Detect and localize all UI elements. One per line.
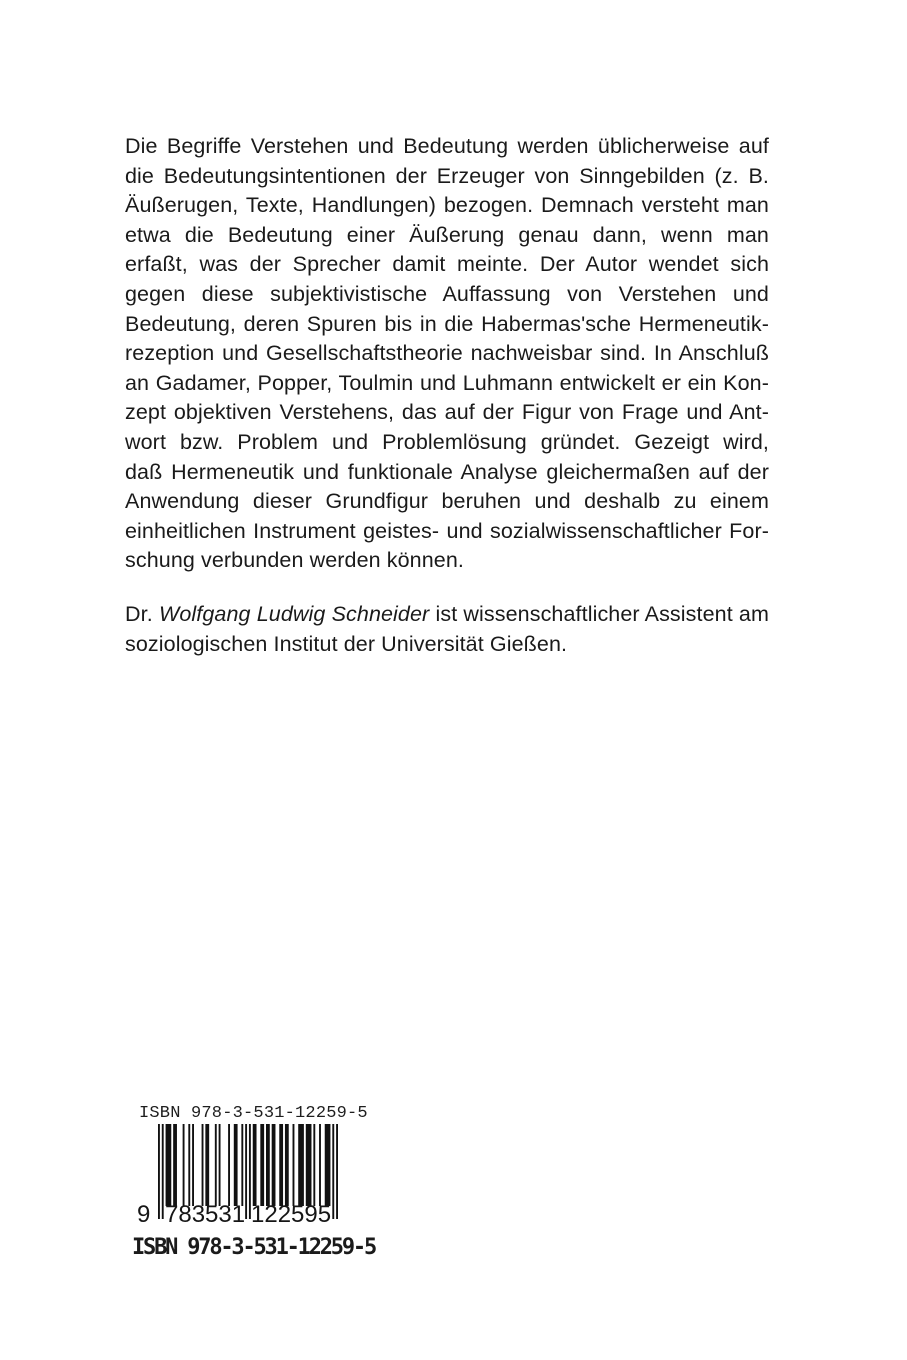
blurb-line: gegen diese subjektivistische Auffassung von Verstehen und xyxy=(125,281,769,306)
isbn-label-top: ISBN 978-3-531-12259-5 xyxy=(139,1104,368,1123)
author-line-1 xyxy=(125,600,769,630)
blurb-line: Anwendung dieser Grundfigur beruhen und deshalb zu einem xyxy=(125,489,769,514)
isbn-barcode-block xyxy=(132,1104,412,1274)
blurb-line: einheitlichen Instrument geistes- und sozialwissenschaftlicher For- xyxy=(125,518,769,543)
blurb-line: wort bzw. Problem und Problemlösung gründet. Gezeigt wird, xyxy=(125,429,769,454)
author-note xyxy=(125,600,769,659)
blurb-line: Bedeutung, deren Spuren bis in die Habermas'sche Hermeneutik- xyxy=(125,311,769,336)
blurb-paragraph xyxy=(125,132,769,576)
author-prefix: Dr. xyxy=(125,602,153,626)
blurb-line: erfaßt, was der Sprecher damit meinte. Der Autor wendet sich xyxy=(125,252,769,277)
author-name: Wolfgang Ludwig Schneider xyxy=(158,602,430,626)
author-line-2: soziologischen Institut der Universität Gießen. xyxy=(125,631,568,656)
blurb-line: an Gadamer, Popper, Toulmin und Luhmann entwickelt er ein Kon- xyxy=(125,370,769,395)
blurb-line: schung verbunden werden können. xyxy=(125,548,464,573)
isbn-label-bottom: ISBN 978-3-531-12259-5 xyxy=(132,1235,375,1260)
blurb-line: die Bedeutungsintentionen der Erzeuger von Sinngebilden (z. B. xyxy=(125,163,769,188)
blurb-line: Äußerugen, Texte, Handlungen) bezogen. Demnach versteht man xyxy=(125,193,769,218)
barcode-digits-right: 122595 xyxy=(251,1201,332,1228)
blurb-line: daß Hermeneutik und funktionale Analyse gleichermaßen auf der xyxy=(125,459,769,484)
author-suffix: ist wissenschaftlicher Assistent am xyxy=(435,602,769,626)
blurb-line: rezeption und Gesellschaftstheorie nachweisbar sind. In Anschluß xyxy=(125,341,769,366)
barcode-digits-left: 783531 xyxy=(165,1201,246,1228)
blurb-line: zept objektiven Verstehens, das auf der Figur von Frage und Ant- xyxy=(125,400,769,425)
barcode-digit-lead: 9 xyxy=(137,1201,151,1228)
blurb-line: etwa die Bedeutung einer Äußerung genau dann, wenn man xyxy=(125,222,769,247)
blurb-line: Die Begriffe Verstehen und Bedeutung werden üblicherweise auf xyxy=(125,134,769,158)
